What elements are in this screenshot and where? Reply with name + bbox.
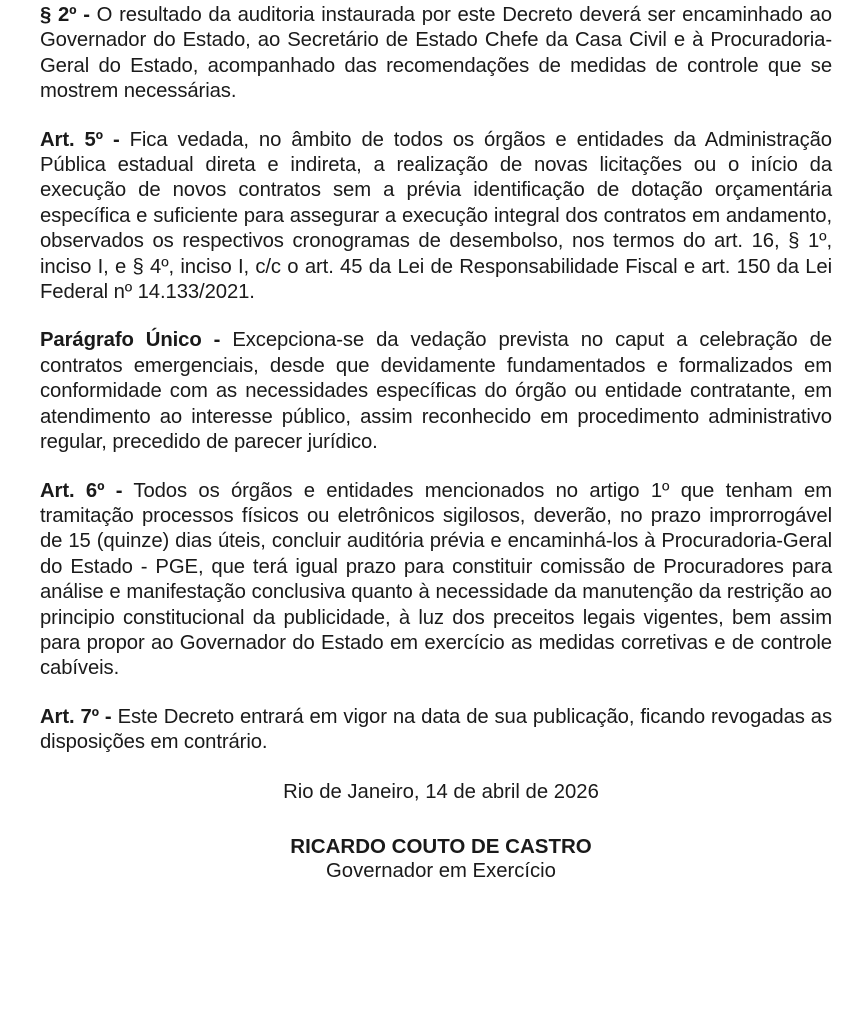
paragraph-art-5 (40, 128, 832, 306)
paragraph-label: Art. 5º - (40, 128, 120, 151)
paragraph-label: Art. 7º - (40, 705, 112, 728)
paragraph-text: O resultado da auditoria instaurada por este Decreto deverá ser encaminhado ao Governador do Estado, ao Secretário de Estado Chefe da Casa Civil e à Procuradoria-Geral do Estado, acompanhado das recomendações de medidas de controle que se mostrem necessárias. (40, 4, 832, 103)
paragraph-paragrafo-unico (40, 328, 832, 455)
paragraph-art-6 (40, 479, 832, 682)
paragraph-text: Este Decreto entrará em vigor na data de sua publicação, ficando revogadas as disposições em contrário. (40, 705, 832, 754)
paragraph-text: Fica vedada, no âmbito de todos os órgãos e entidades da Administração Pública estadual direta e indireta, a realização de novas licitações ou o início da execução de novos contratos sem a prévia identificação de dotação orçamentária específica e suficiente para assegurar a execução integral dos contratos em andamento, observados os respectivos cronogramas de desembolso, nos termos do art. 16, § 1º, inciso I, e § 4º, inciso I, c/c o art. 45 da Lei de Responsabilidade Fiscal e art. 150 da Lei Federal nº 14.133/2021. (40, 128, 832, 304)
paragraph-label: § 2º - (40, 4, 90, 26)
document-date: Rio de Janeiro, 14 de abril de 2026 (283, 780, 599, 803)
paragraph-text: Excepciona-se da vedação prevista no caput a celebração de contratos emergenciais, desde que devidamente fundamentados e formalizados em conformidade com as necessidades específicas do órgão ou entidade contratante, em atendimento ao interesse público, assim reconhecido em procedimento administrativo regular, precedido de parecer jurídico. (40, 329, 832, 454)
paragraph-section-2 (40, 3, 832, 105)
decree-document (40, 0, 832, 883)
paragraph-label: Art. 6º - (40, 479, 123, 502)
signer-role: Governador em Exercício (326, 859, 556, 882)
signer-name: RICARDO COUTO DE CASTRO (290, 834, 592, 858)
paragraph-label: Parágrafo Único - (40, 329, 221, 352)
signature-block (40, 779, 832, 883)
paragraph-text: Todos os órgãos e entidades mencionados no artigo 1º que tenham em tramitação processos físicos ou eletrônicos sigilosos, deverão, no prazo improrrogável de 15 (quinze) dias úteis, concluir auditória prévia e encaminhá-los à Procuradoria-Geral do Estado - PGE, que terá igual prazo para constituir comissão de Procuradores para análise e manifestação conclusiva quanto à necessidade da manutenção da restrição ao principio constitucional da publicidade, à luz dos preceitos legais vigentes, bem assim para propor ao Governador do Estado em exercício as medidas corretivas e de controle cabíveis. (40, 479, 832, 680)
paragraph-art-7 (40, 705, 832, 756)
